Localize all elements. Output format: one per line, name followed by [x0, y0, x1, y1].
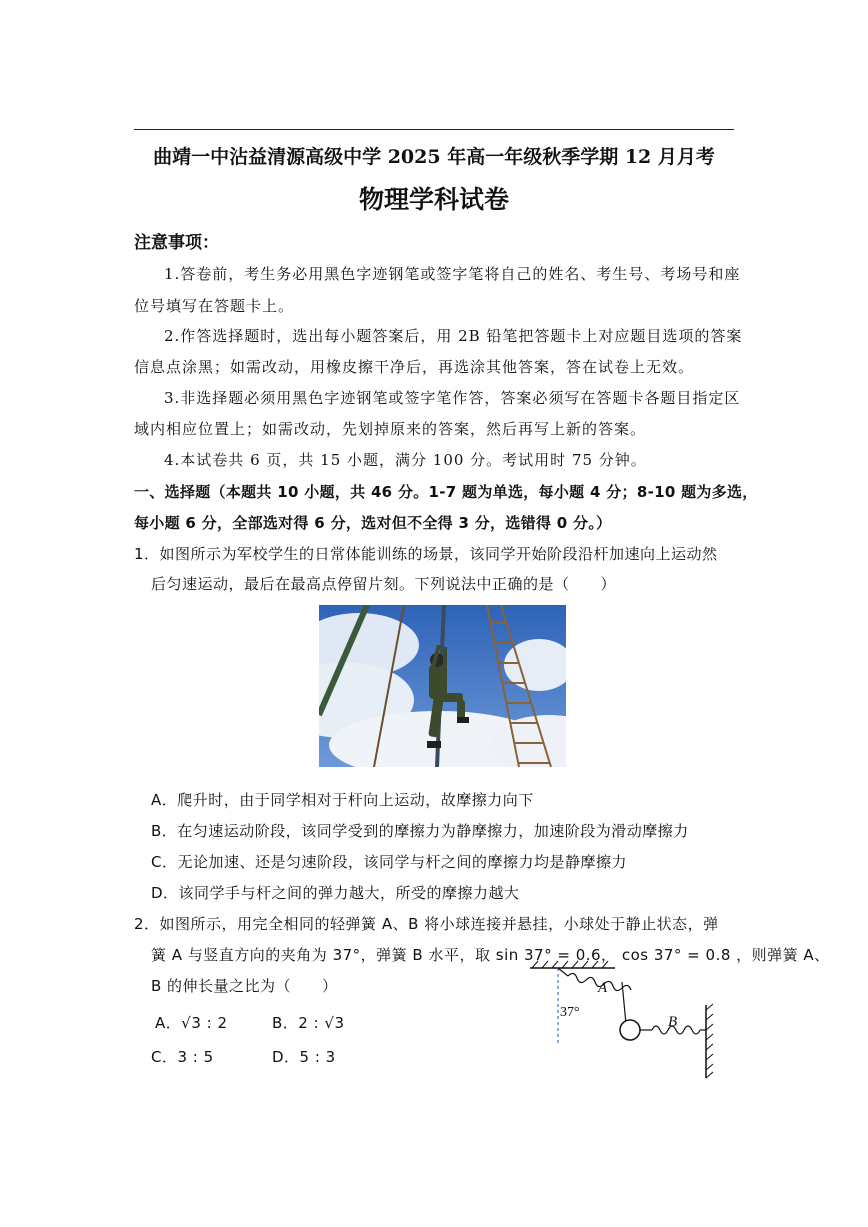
header-rule — [134, 129, 734, 130]
q2-option-b: B．2 : √3 — [272, 1014, 345, 1032]
q1-option-d: D．该同学手与杆之间的弹力越大，所受的摩擦力越大 — [151, 884, 520, 902]
q1-option-c: C．无论加速、还是匀速阶段，该同学与杆之间的摩擦力均是静摩擦力 — [151, 853, 627, 871]
notice-item-2-line2: 信息点涂黑；如需改动，用橡皮擦干净后，再选涂其他答案，答在试卷上无效。 — [134, 358, 695, 376]
q1-training-photo — [319, 605, 566, 767]
q2-option-a: A．√3 : 2 — [155, 1014, 228, 1032]
q2-stem-line2: 簧 A 与竖直方向的夹角为 37°，弹簧 B 水平，取 sin 37° = 0.6， cos 37° = 0.8 ，则弹簧 A、 — [151, 946, 830, 964]
notice-item-4: 4.本试卷共 6 页，共 15 小题，满分 100 分。考试用时 75 分钟。 — [164, 451, 647, 469]
q2-stem-line1: 2．如图所示，用完全相同的轻弹簧 A、B 将小球连接并悬挂，小球处于静止状态，弹 — [134, 915, 719, 933]
q2-spring-diagram — [520, 960, 720, 1085]
section1-heading-line1: 一、选择题（本题共 10 小题，共 46 分。1-7 题为单选，每小题 4 分；8-10 题为多选， — [134, 483, 758, 501]
notice-item-1-line1: 1.答卷前，考生务必用黑色字迹钢笔或签字笔将自己的姓名、考生号、考场号和座 — [164, 265, 741, 283]
school-title: 曲靖一中沾益清源高级中学 2025 年高一年级秋季学期 12 月月考 — [153, 146, 715, 168]
q1-stem-line2: 后匀速运动，最后在最高点停留片刻。下列说法中正确的是（ ） — [151, 575, 617, 593]
q2-stem-line3: B 的伸长量之比为（ ） — [151, 977, 338, 995]
notice-item-3-line1: 3.非选择题必须用黑色字迹钢笔或签字笔作答，答案必须写在答题卡各题目指定区 — [164, 389, 741, 407]
q1-stem-line1: 1．如图所示为军校学生的日常体能训练的场景，该同学开始阶段沿杆加速向上运动然 — [134, 545, 718, 563]
q1-option-a: A．爬升时，由于同学相对于杆向上运动，故摩擦力向下 — [151, 791, 534, 809]
spring-a-label: A — [598, 980, 608, 996]
spring-b-label: B — [668, 1014, 678, 1030]
section1-heading-line2: 每小题 6 分，全部选对得 6 分，选对但不全得 3 分，选错得 0 分。） — [134, 514, 612, 532]
q2-option-d: D．5 : 3 — [272, 1048, 336, 1066]
notice-item-3-line2: 域内相应位置上；如需改动，先划掉原来的答案，然后再写上新的答案。 — [134, 420, 647, 438]
angle-label: 37° — [560, 1005, 580, 1020]
notice-item-1-line2: 位号填写在答题卡上。 — [134, 297, 295, 315]
q2-option-c: C．3 : 5 — [151, 1048, 214, 1066]
q1-option-b: B．在匀速运动阶段，该同学受到的摩擦力为静摩擦力，加速阶段为滑动摩擦力 — [151, 822, 689, 840]
notice-heading: 注意事项： — [134, 233, 219, 253]
notice-item-2-line1: 2.作答选择题时，选出每小题答案后，用 2B 铅笔把答题卡上对应题目选项的答案 — [164, 327, 743, 345]
subject-title: 物理学科试卷 — [358, 185, 509, 214]
